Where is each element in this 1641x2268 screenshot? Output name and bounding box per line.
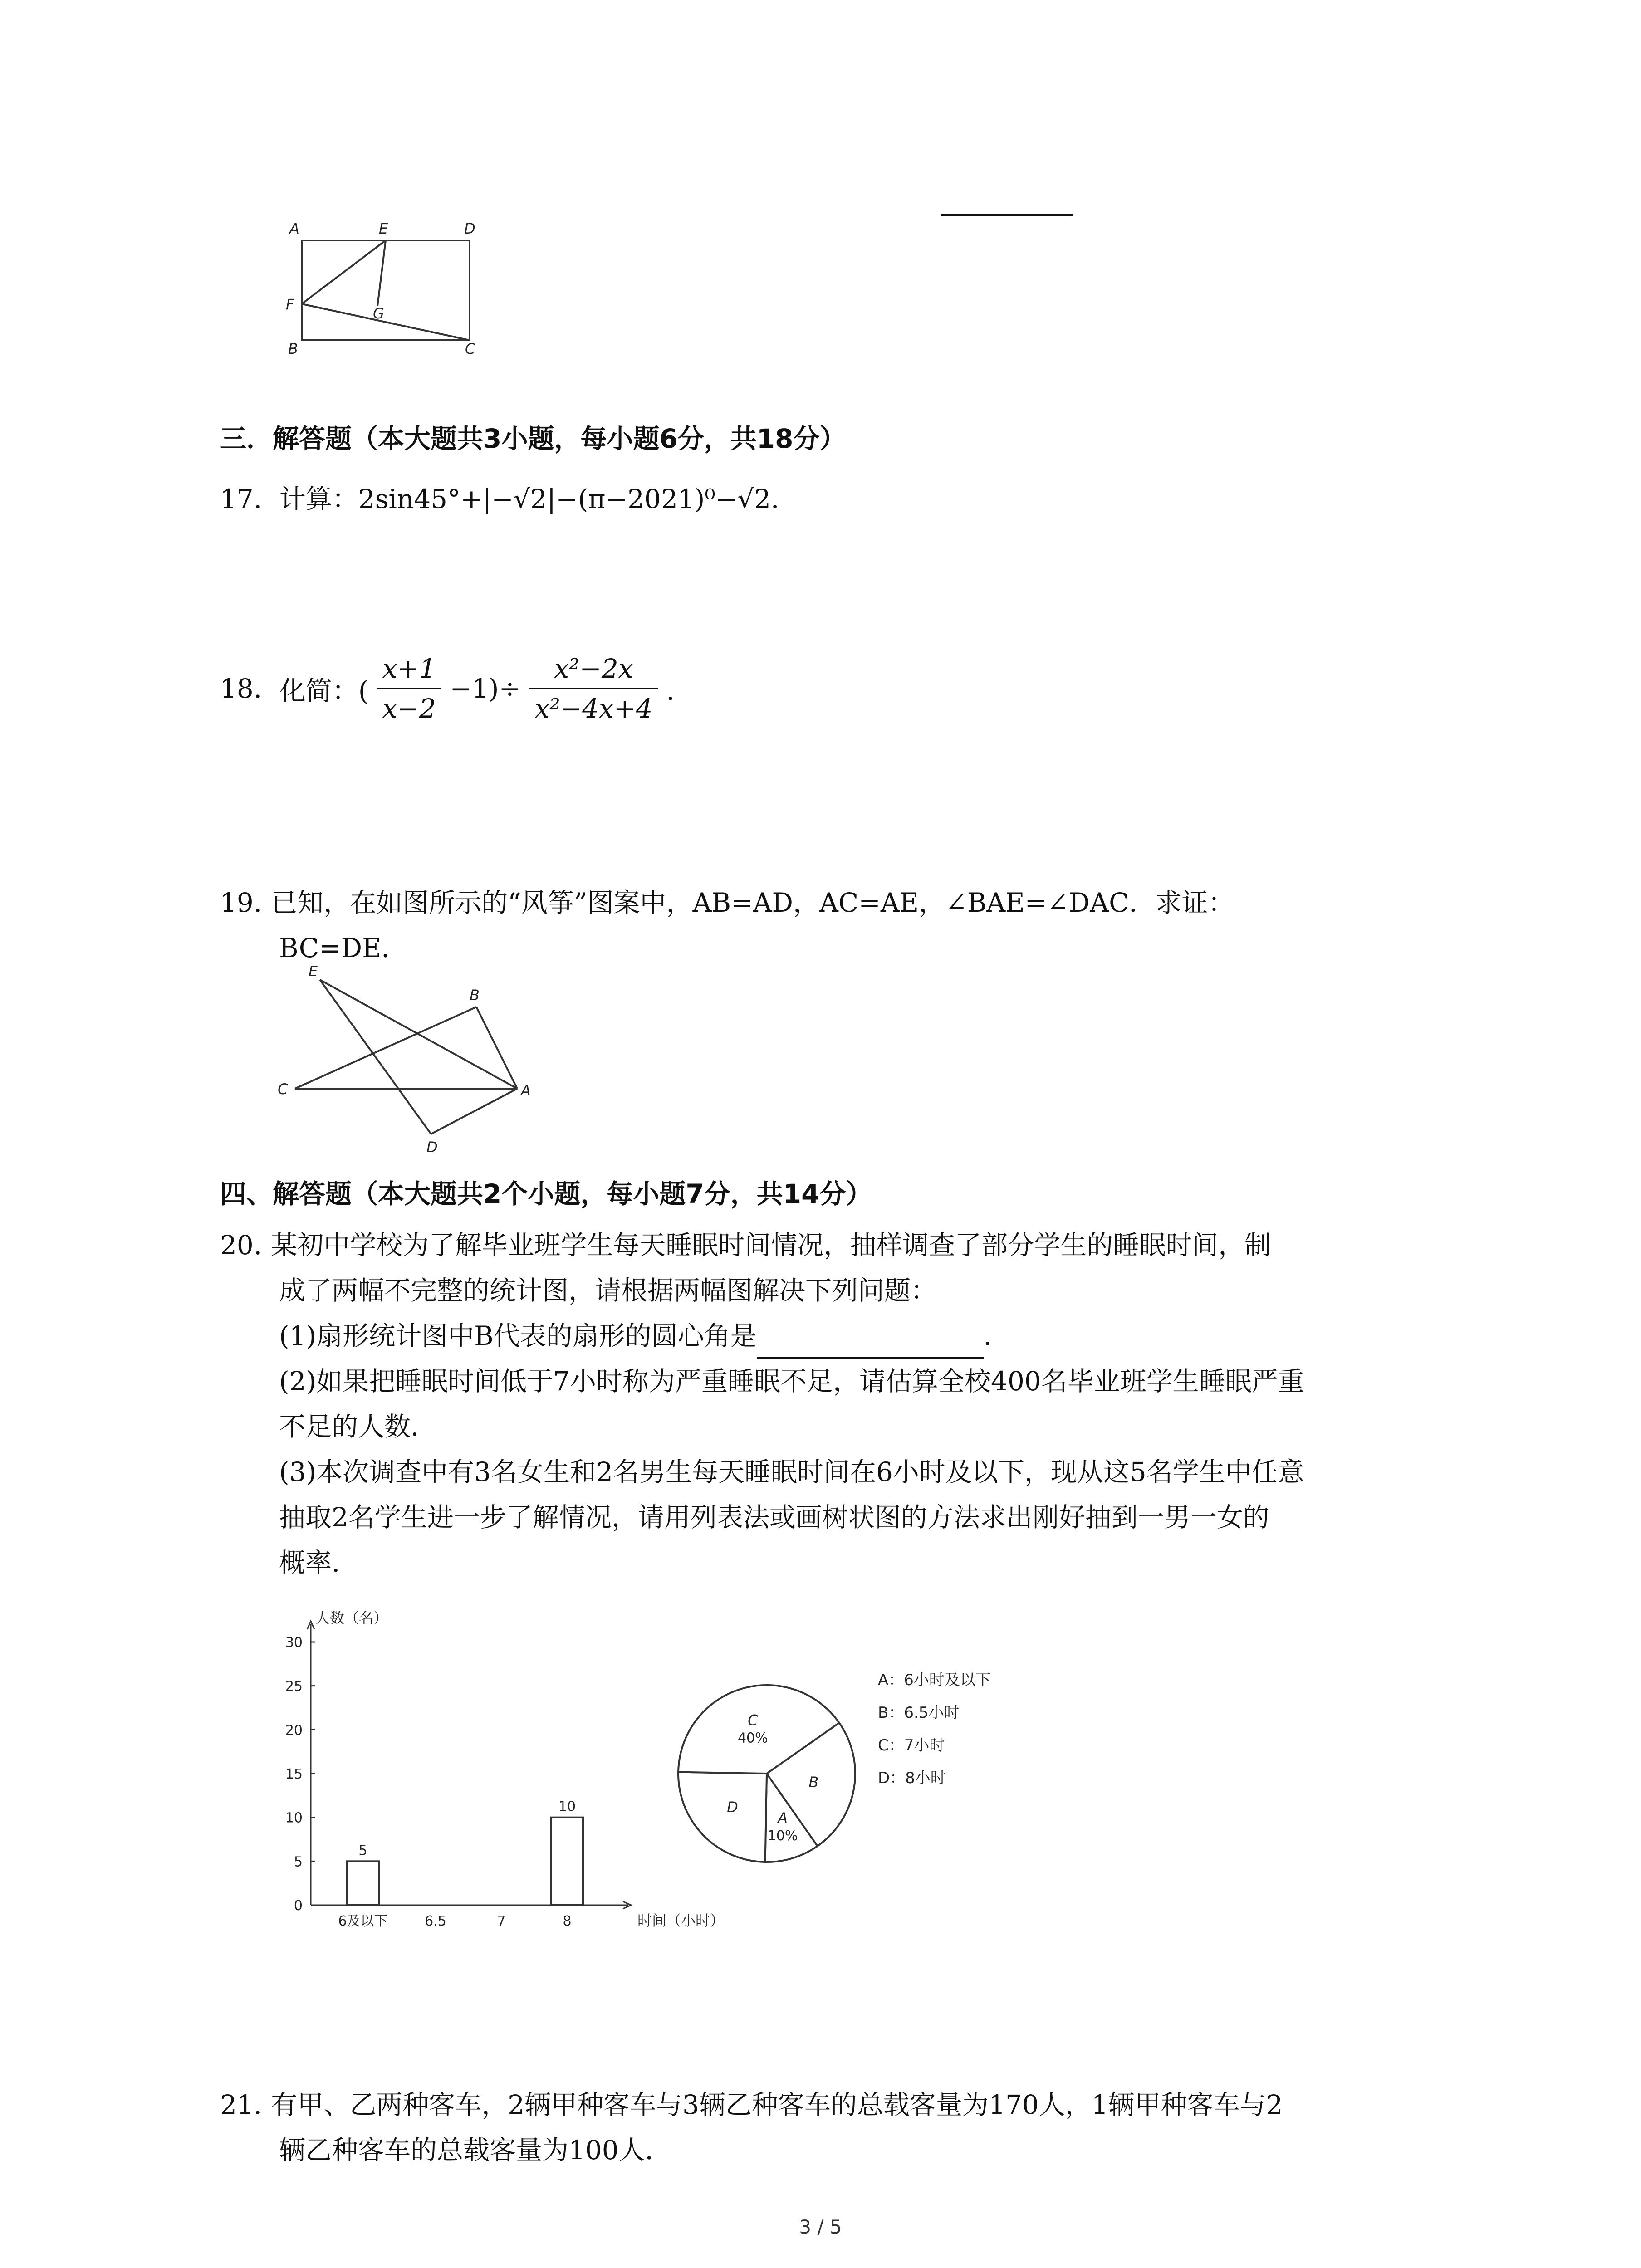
answer-blank-part-1 <box>757 1333 984 1359</box>
label-b: B <box>288 340 298 357</box>
pie-percent-label: 10% <box>767 1828 798 1844</box>
segment-fc <box>302 304 470 340</box>
fraction-2-numerator: x²−2x <box>529 653 658 689</box>
pie-legend-item: D：8小时 <box>878 1769 946 1787</box>
question-line-2: 辆乙种客车的总载客量为100人． <box>279 2135 671 2165</box>
question-part-2-line-1: (2)如果把睡眠时间低于7小时称为严重睡眠不足，请估算全校400名毕业班学生睡眠严重 <box>279 1366 1304 1397</box>
question-20 <box>220 1222 1304 1585</box>
fraction-2-denominator: x²−4x+4 <box>534 693 653 724</box>
part-1-end: ． <box>983 1320 1010 1351</box>
y-axis-label: 人数（名） <box>315 1609 388 1627</box>
y-tick-label: 5 <box>294 1854 303 1870</box>
answer-blank-q16 <box>941 214 1073 216</box>
segment-ad <box>431 1089 517 1134</box>
segment-eg <box>377 240 386 306</box>
x-tick-label: 6.5 <box>425 1913 446 1929</box>
label-c: C <box>278 1080 288 1098</box>
question-part-2-line-2: 不足的人数． <box>279 1411 437 1442</box>
section-4-title: 四、解答题（本大题共2个小题，每小题7分，共14分） <box>220 1178 872 1209</box>
question-prefix: 化简：( <box>279 675 369 706</box>
question-number: 21. <box>220 2089 262 2120</box>
question-number: 20. <box>220 1230 262 1261</box>
y-tick-label: 25 <box>285 1678 303 1695</box>
fraction-1 <box>377 653 441 724</box>
fraction-1-numerator: x+1 <box>377 653 441 689</box>
pie-slice-label: B <box>808 1774 819 1791</box>
question-18 <box>220 653 693 724</box>
fraction-2 <box>529 653 658 724</box>
question-part-3-line-2: 抽取2名学生进一步了解情况，请用列表法或画树状图的方法求出刚好抽到一男一女的 <box>279 1502 1269 1533</box>
question-line-1: 已知，在如图所示的“风筝”图案中，AB=AD，AC=AE，∠BAE=∠DAC．求证： <box>271 887 1234 918</box>
figure-rectangle-abcd <box>272 213 508 367</box>
segment-ea <box>320 980 517 1089</box>
question-suffix: ． <box>666 675 693 706</box>
figure-kite <box>268 966 558 1157</box>
question-number: 19. <box>220 887 262 918</box>
pie-percent-label: 40% <box>737 1730 768 1746</box>
bar <box>551 1818 583 1905</box>
label-b: B <box>470 987 480 1004</box>
bar-data-label: 5 <box>358 1843 367 1859</box>
pie-legend-item: A：6小时及以下 <box>878 1671 991 1689</box>
x-tick-label: 6及以下 <box>338 1913 388 1929</box>
section-3-title: 三．解答题（本大题共3小题，每小题6分，共18分） <box>220 423 846 454</box>
fraction-1-denominator: x−2 <box>382 693 436 724</box>
pie-chart <box>671 1669 1134 1878</box>
question-19 <box>220 880 1234 971</box>
question-mid: −1)÷ <box>450 673 521 704</box>
label-d: D <box>464 220 475 237</box>
segment-cb <box>295 1007 476 1089</box>
pie-slice-label: C <box>748 1711 758 1729</box>
question-line-1: 有甲、乙两种客车，2辆甲种客车与3辆乙种客车的总载客量为170人，1辆甲种客车与2 <box>271 2089 1283 2120</box>
pie-slice-d <box>678 1772 767 1862</box>
question-part-1 <box>279 1313 1304 1359</box>
question-part-3-line-1: (3)本次调查中有3名女生和2名男生每天睡眠时间在6小时及以下，现从这5名学生中任意 <box>279 1457 1304 1487</box>
page-number: 3 / 5 <box>799 2216 842 2238</box>
label-e: E <box>379 220 388 237</box>
rectangle-abcd <box>302 240 470 340</box>
question-17 <box>220 476 797 522</box>
pie-slice-label: A <box>778 1809 788 1827</box>
segment-fe <box>302 240 386 304</box>
pie-legend-item: B：6.5小时 <box>878 1704 960 1722</box>
question-21 <box>220 2082 1283 2173</box>
question-text: 计算：2sin45°+|−√2|−(π−2021)⁰−√2． <box>279 484 798 514</box>
segment-ed <box>320 980 431 1134</box>
label-f: F <box>286 296 294 313</box>
question-line-2: BC=DE． <box>279 933 408 963</box>
question-part-3-line-3: 概率． <box>279 1547 358 1578</box>
question-number: 18. <box>220 673 262 704</box>
label-a: A <box>289 220 299 237</box>
bar-data-label: 10 <box>558 1799 576 1815</box>
question-line-1: 某初中学校为了解毕业班学生每天睡眠时间情况，抽样调查了部分学生的睡眠时间，制 <box>271 1230 1271 1261</box>
y-tick-label: 30 <box>285 1635 303 1651</box>
question-line-2: 成了两幅不完整的统计图，请根据两幅图解决下列问题： <box>279 1275 937 1306</box>
pie-slice-label: D <box>727 1798 738 1816</box>
label-g: G <box>373 305 384 322</box>
y-tick-label: 0 <box>294 1898 303 1914</box>
x-tick-label: 7 <box>497 1913 506 1929</box>
label-a: A <box>521 1082 531 1099</box>
part-1-text: (1)扇形统计图中B代表的扇形的圆心角是 <box>279 1320 757 1351</box>
pie-legend-item: C：7小时 <box>878 1736 945 1755</box>
y-tick-label: 15 <box>285 1766 303 1782</box>
label-d: D <box>426 1139 438 1156</box>
y-tick-label: 20 <box>285 1722 303 1739</box>
label-e: E <box>309 966 318 980</box>
x-axis-label: 时间（小时） <box>637 1912 725 1929</box>
question-number: 17. <box>220 484 262 514</box>
label-c: C <box>465 340 475 357</box>
y-tick-label: 10 <box>285 1810 303 1826</box>
bar <box>347 1861 379 1905</box>
x-tick-label: 8 <box>563 1913 572 1929</box>
bar-chart <box>268 1601 735 1946</box>
